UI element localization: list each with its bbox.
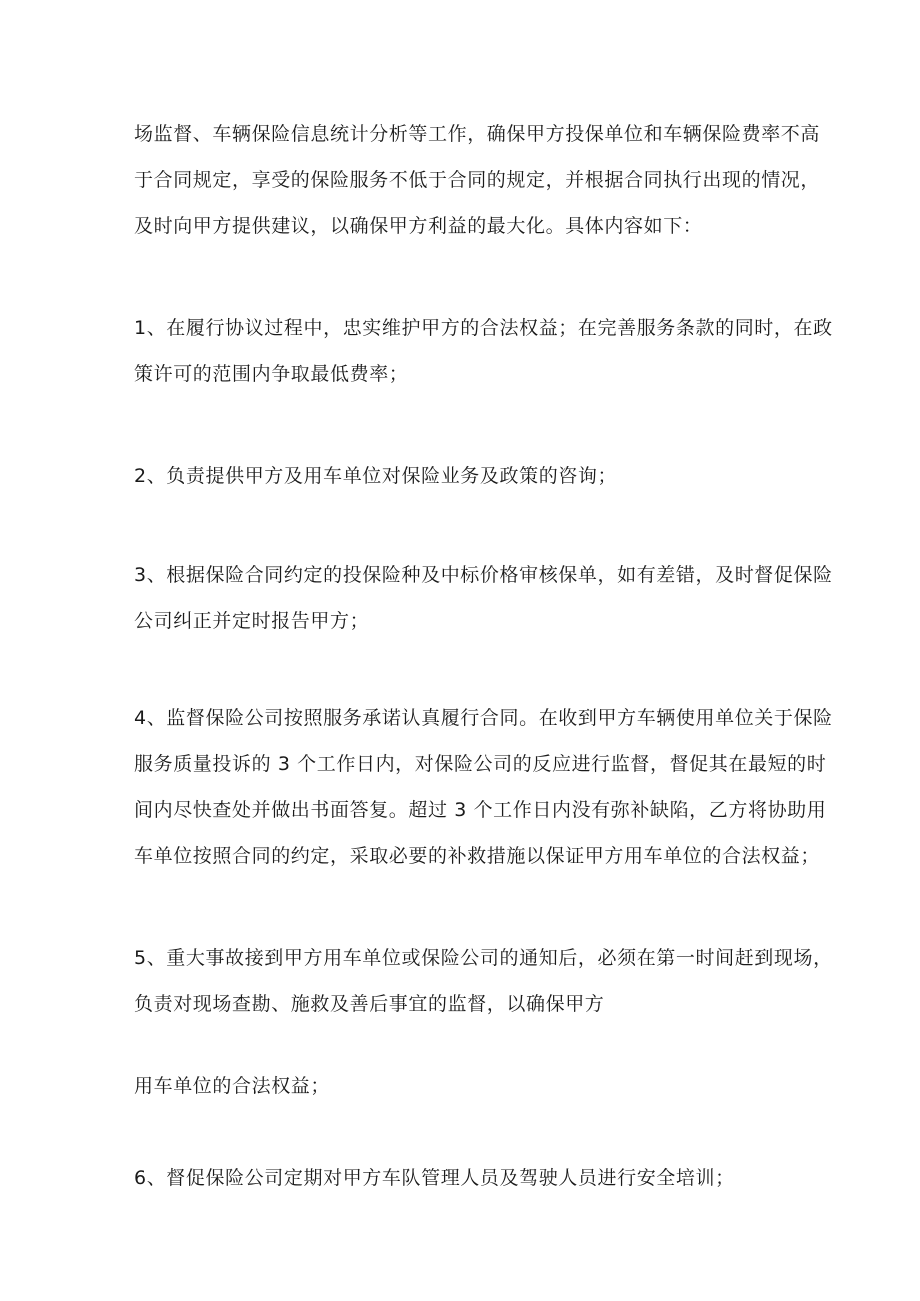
item-5-line-3: 用车单位的合法权益； xyxy=(134,1075,331,1097)
item-4-line-3: 间内尽快查处并做出书面答复。超过 3 个工作日内没有弥补缺陷，乙方将协助用 xyxy=(134,799,827,821)
item-5-line-2: 负责对现场查勘、施救及善后事宜的监督，以确保甲方 xyxy=(134,993,605,1015)
item-3-line-1: 3、根据保险合同约定的投保险种及中标价格审核保单，如有差错，及时督促保险 xyxy=(134,564,833,586)
item-5-line-1: 5、重大事故接到甲方用车单位或保险公司的通知后，必须在第一时间赶到现场， xyxy=(134,947,833,969)
item-1-line-2: 策许可的范围内争取最低费率； xyxy=(134,363,409,385)
intro-line-2: 于合同规定，享受的保险服务不低于合同的规定，并根据合同执行出现的情况， xyxy=(134,169,821,191)
item-4-line-2: 服务质量投诉的 3 个工作日内，对保险公司的反应进行监督，督促其在最短的时 xyxy=(134,753,827,775)
item-4-line-4: 车单位按照合同的约定，采取必要的补救措施以保证甲方用车单位的合法权益； xyxy=(134,845,821,867)
intro-line-3: 及时向甲方提供建议，以确保甲方利益的最大化。具体内容如下： xyxy=(134,215,703,237)
item-6-line-1: 6、督促保险公司定期对甲方车队管理人员及驾驶人员进行安全培训； xyxy=(134,1167,735,1189)
intro-line-1: 场监督、车辆保险信息统计分析等工作，确保甲方投保单位和车辆保险费率不高 xyxy=(134,123,821,145)
item-3-line-2: 公司纠正并定时报告甲方； xyxy=(134,610,370,632)
item-1-line-1: 1、在履行协议过程中，忠实维护甲方的合法权益；在完善服务条款的同时，在政 xyxy=(134,317,833,339)
item-2-line-1: 2、负责提供甲方及用车单位对保险业务及政策的咨询； xyxy=(134,465,618,487)
item-4-line-1: 4、监督保险公司按照服务承诺认真履行合同。在收到甲方车辆使用单位关于保险 xyxy=(134,707,833,729)
